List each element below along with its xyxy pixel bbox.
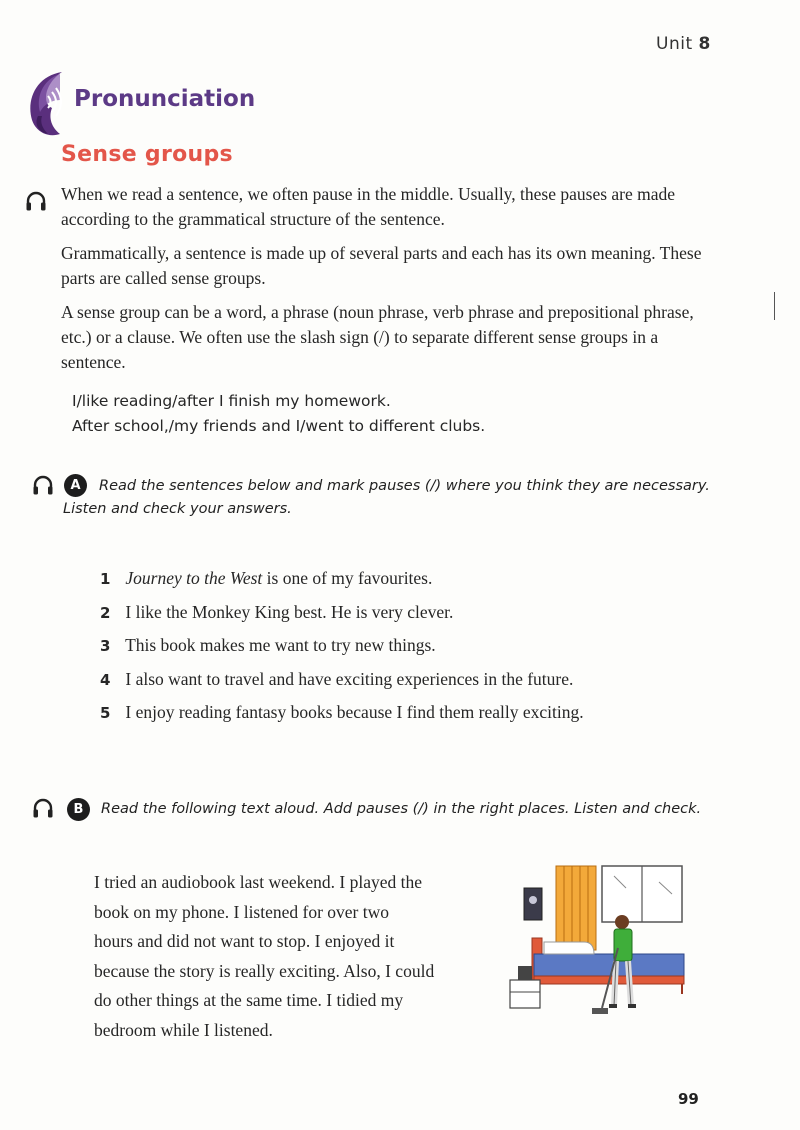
activity-a-list <box>100 564 584 732</box>
intro-paragraph-1: When we read a sentence, we often pause in the middle. Usually, these pauses are made according to the grammatical structure of the sentence. <box>61 184 676 229</box>
page-number: 99 <box>678 1090 699 1108</box>
list-item: 5 I enjoy reading fantasy books because I find them really exciting. <box>100 702 584 722</box>
activity-b-instruction: Read the following text aloud. Add pauses (/) in the right places. Listen and check. <box>101 801 702 817</box>
intro-paragraph-3: A sense group can be a word, a phrase (noun phrase, verb phrase and prepositional phrase, etc.) or a clause. We often use the slash sign (/) to separate different sense groups in a sentence. <box>61 302 694 372</box>
headphones-icon[interactable] <box>32 797 54 819</box>
activity-a-badge: A <box>64 474 87 497</box>
unit-label: Unit 8 <box>656 34 711 54</box>
book-title: Journey to the West <box>125 568 263 588</box>
section-title: Pronunciation <box>74 86 256 112</box>
section-subtitle: Sense groups <box>61 142 233 167</box>
list-item: 2 I like the Monkey King best. He is very clever. <box>100 601 454 622</box>
examples <box>72 389 485 439</box>
list-item: 3 This book makes me want to try new things. <box>100 635 436 655</box>
list-item: 1 Journey to the West is one of my favourites. <box>100 568 433 588</box>
activity-b-passage: I tried an audiobook last weekend. I played the book on my phone. I listened for over two hours and did not want to stop. I enjoyed it because the story is really exciting. Also, I could do other things at the same time. I tidied my bedroom while I listened. <box>94 872 435 1040</box>
margin-mark <box>774 292 775 320</box>
pronunciation-speaker-icon <box>22 70 78 138</box>
activity-b-badge: B <box>67 798 90 821</box>
intro-paragraph-2: Grammatically, a sentence is made up of several parts and each has its own meaning. These parts are called sense groups. <box>61 243 702 288</box>
activity-a-instruction: Read the sentences below and mark pauses (/) where you think they are necessary. <box>99 478 710 494</box>
list-item: 4 I also want to travel and have exciting experiences in the future. <box>100 668 574 689</box>
activity-a-instruction-continued: Listen and check your answers. <box>63 501 292 517</box>
example-sentence: I/like reading/after I finish my homework. <box>72 392 391 410</box>
headphones-icon[interactable] <box>25 190 47 212</box>
example-sentence: After school,/my friends and I/went to different clubs. <box>72 417 486 435</box>
bedroom-vacuum-illustration <box>504 858 694 1028</box>
headphones-icon[interactable] <box>32 474 54 496</box>
